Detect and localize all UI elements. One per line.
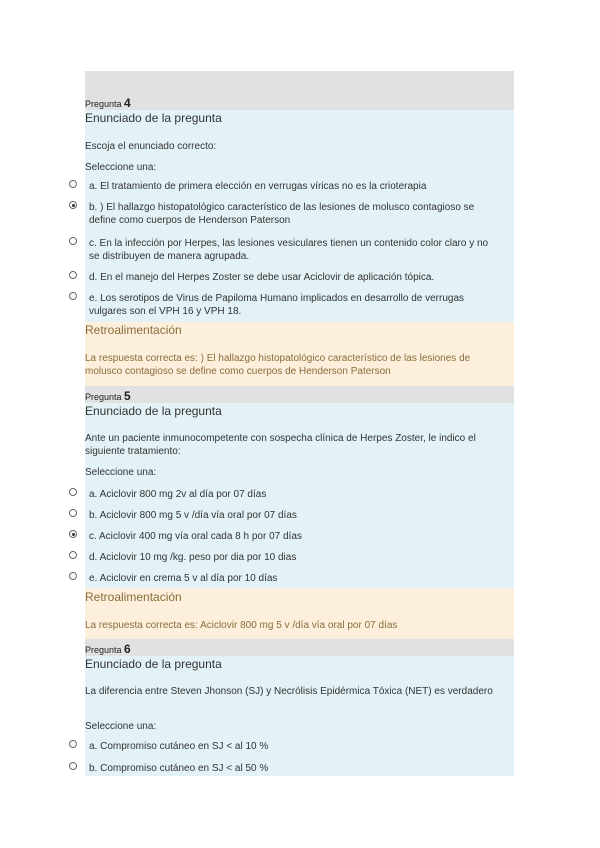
question-5-header [85, 386, 514, 403]
question-number: 6 [124, 642, 131, 656]
option-text: d. Aciclovir 10 mg /kg. peso por dia por 10 dias [89, 552, 297, 563]
question-label: Pregunta [85, 645, 122, 655]
option-text: e. Aciclovir en crema 5 v al día por 10 días [89, 573, 278, 584]
option-text: a. Aciclovir 800 mg 2v al día por 07 días [89, 489, 267, 500]
question-4-header [85, 93, 514, 110]
radio-button-selected[interactable] [69, 201, 77, 209]
option-text: b. Compromiso cutáneo en SJ < al 50 % [89, 763, 269, 774]
question-label: Pregunta [85, 99, 122, 109]
option-text: b. Aciclovir 800 mg 5 v /día vía oral por 07 días [89, 510, 297, 521]
option-text: b. ) El hallazgo histopatológico característico de las lesiones de molusco contagioso se define como cuerpos de Henderson Paterson [89, 202, 475, 226]
radio-button[interactable] [69, 271, 77, 279]
option-text: a. El tratamiento de primera elección en verrugas víricas no es la crioterapia [89, 181, 427, 192]
question-6-body [85, 656, 514, 776]
feedback-text: La respuesta correcta es: Aciclovir 800 mg 5 v /día vía oral por 07 días [85, 620, 398, 631]
enunciado-title: Enunciado de la pregunta [85, 111, 222, 125]
radio-button[interactable] [69, 237, 77, 245]
radio-button[interactable] [69, 509, 77, 517]
select-one-label: Seleccione una: [85, 162, 157, 173]
question-6-header [85, 639, 514, 656]
enunciado-title: Enunciado de la pregunta [85, 657, 222, 671]
radio-button[interactable] [69, 292, 77, 300]
question-prompt: Escoja el enunciado correcto: [85, 141, 217, 152]
radio-button[interactable] [69, 551, 77, 559]
radio-button[interactable] [69, 762, 77, 770]
question-prompt: La diferencia entre Steven Jhonson (SJ) y Necrólisis Epidérmica Tóxica (NET) es verdadero [85, 686, 493, 697]
question-number: 5 [124, 389, 131, 403]
question-number: 4 [124, 96, 131, 110]
feedback-title: Retroalimentación [85, 590, 182, 604]
question-label: Pregunta [85, 392, 122, 402]
select-one-label: Seleccione una: [85, 467, 157, 478]
select-one-label: Seleccione una: [85, 721, 157, 732]
question-5-body [85, 403, 514, 588]
option-text: e. Los serotipos de Virus de Papiloma Humano implicados en desarrollo de verrugas vulgares son el VPH 16 y VPH 18. [89, 293, 465, 317]
option-text: d. En el manejo del Herpes Zoster se debe usar Aciclovir de aplicación tópica. [89, 272, 435, 283]
radio-button[interactable] [69, 180, 77, 188]
radio-button[interactable] [69, 740, 77, 748]
radio-button[interactable] [69, 488, 77, 496]
option-text: c. Aciclovir 400 mg vía oral cada 8 h por 07 días [89, 531, 302, 542]
option-text: c. En la infección por Herpes, las lesiones vesiculares tienen un contenido color claro y no se distribuyen de manera agrupada. [89, 238, 489, 262]
question-4-feedback [85, 322, 514, 386]
enunciado-title: Enunciado de la pregunta [85, 404, 222, 418]
feedback-title: Retroalimentación [85, 323, 182, 337]
radio-button[interactable] [69, 572, 77, 580]
radio-button-selected[interactable] [69, 530, 77, 538]
feedback-text: La respuesta correcta es: ) El hallazgo histopatológico característico de las lesiones de molusco contagioso se define como cuerpos de Henderson Paterson [85, 353, 471, 377]
question-4-body [85, 110, 514, 322]
option-text: a. Compromiso cutáneo en SJ < al 10 % [89, 741, 269, 752]
question-5-feedback [85, 588, 514, 639]
question-prompt: Ante un paciente inmunocompetente con sospecha clínica de Herpes Zoster, le indico el siguiente tratamiento: [85, 433, 476, 457]
